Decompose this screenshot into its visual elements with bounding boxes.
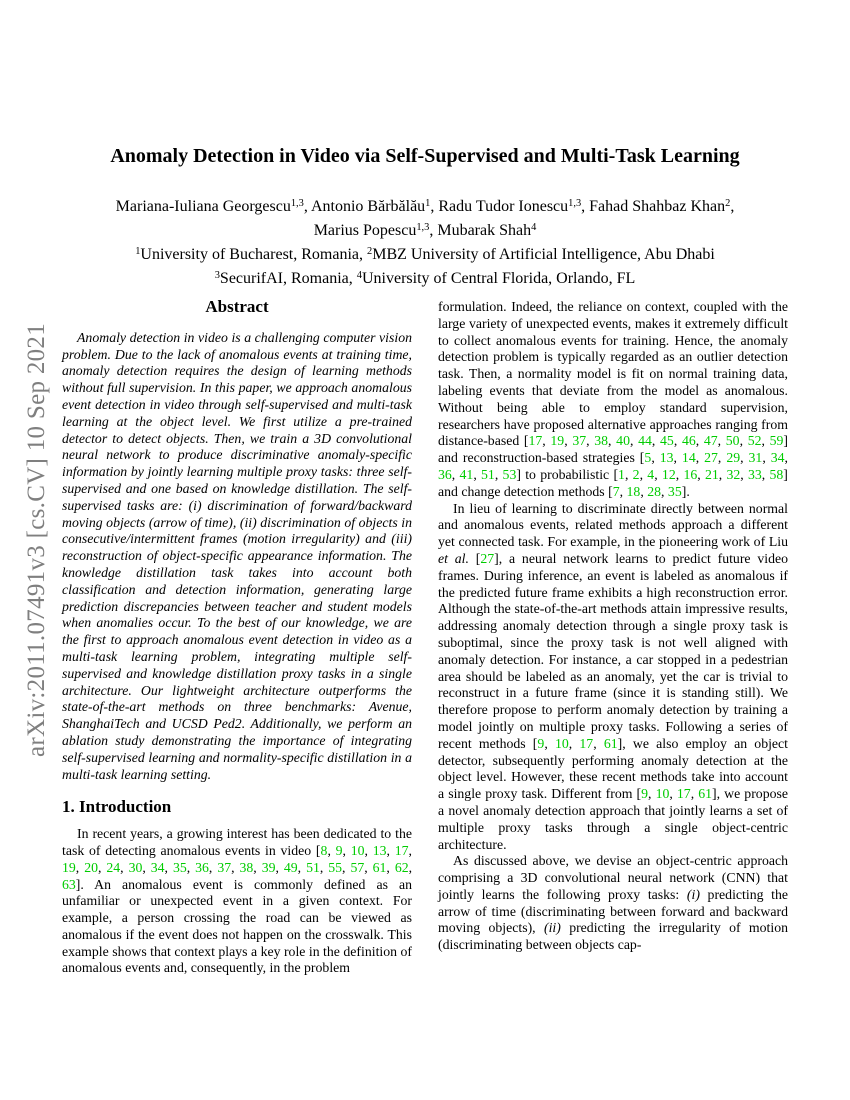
text-segment: , (275, 859, 284, 875)
text-segment: 1,3 (416, 222, 430, 234)
citation-link[interactable]: 47 (703, 433, 718, 449)
citation-link[interactable]: 24 (106, 859, 121, 875)
text-segment: , (319, 859, 329, 875)
citation-link[interactable]: 61 (603, 735, 618, 751)
text-segment: , (593, 735, 604, 751)
citation-link[interactable]: 52 (747, 433, 762, 449)
citation-link[interactable]: 63 (62, 876, 76, 892)
text-segment: , (364, 842, 373, 858)
text-segment: , (564, 433, 573, 449)
text-segment: , (342, 842, 351, 858)
citation-link[interactable]: 27 (704, 450, 718, 466)
text-segment: , (297, 859, 307, 875)
affiliation-line (40, 243, 810, 267)
citation-link[interactable]: 17 (579, 735, 594, 751)
text-segment: , (542, 433, 551, 449)
citation-link[interactable]: 27 (480, 550, 495, 566)
citation-link[interactable]: 40 (616, 433, 630, 449)
text-segment: ], we propose a novel anomaly detection approach that jointly learns a set of multiple proxy tasks through a single object-centric architecture. (438, 786, 788, 852)
citation-link[interactable]: 14 (681, 450, 696, 466)
text-segment: , (408, 842, 412, 858)
text-segment: , Radu Tudor Ionescu (430, 198, 569, 215)
text-segment: , (718, 466, 727, 482)
citation-link[interactable]: 51 (481, 466, 495, 482)
text-segment: , (568, 735, 580, 751)
text-segment: , (164, 859, 173, 875)
text-segment: , (762, 450, 771, 466)
text-segment: , (673, 433, 682, 449)
text-segment: predicting the arrow of time (discriminating between forward and backward moving objects), (438, 886, 788, 936)
text-segment: , (342, 859, 351, 875)
text-segment: ] and reconstruction-based strategies [ (438, 433, 789, 466)
text-segment: 1,3 (568, 198, 582, 210)
text-segment: , (739, 433, 748, 449)
citation-link[interactable]: 61 (698, 786, 713, 802)
text-segment: , (661, 483, 668, 499)
text-segment: , (544, 735, 555, 751)
citation-link[interactable]: 44 (638, 433, 652, 449)
text-segment: , (675, 466, 684, 482)
text-segment: , (619, 483, 627, 499)
citation-link[interactable]: 12 (661, 466, 676, 482)
text-segment: ] and change detection methods [ (438, 466, 788, 499)
text-segment: , (75, 859, 85, 875)
citation-link[interactable]: 20 (84, 859, 98, 875)
citation-link[interactable]: 59 (769, 433, 784, 449)
citation-link[interactable]: 16 (683, 466, 698, 482)
right-column (438, 299, 788, 977)
text-segment: , (761, 433, 770, 449)
text-segment: Marius Popescu (313, 222, 417, 239)
citation-link[interactable]: 38 (594, 433, 609, 449)
citation-link[interactable]: 34 (150, 859, 165, 875)
text-segment: [ (468, 550, 481, 566)
citation-link[interactable]: 32 (726, 466, 741, 482)
author-line (40, 195, 810, 219)
text-segment: MBZ University of Artificial Intelligence, Abu Dhabi (372, 246, 715, 263)
citation-link[interactable]: 18 (626, 483, 641, 499)
text-segment: , (654, 466, 662, 482)
citation-link[interactable]: 36 (195, 859, 209, 875)
citation-link[interactable]: 41 (459, 466, 474, 482)
two-column-body (62, 299, 788, 977)
text-segment: Mariana-Iuliana Georgescu (115, 198, 291, 215)
citation-link[interactable]: 37 (217, 859, 232, 875)
text-segment: As discussed above, we devise an object-centric approach comprising a 3D convolutional neural network (CNN) that jointly learns the following proxy tasks: (438, 853, 788, 902)
paragraph (62, 826, 412, 977)
paragraph (438, 501, 788, 854)
left-column (62, 299, 412, 977)
text-segment: , (451, 466, 460, 482)
citation-link[interactable]: 10 (655, 786, 670, 802)
text-segment: 1 (135, 246, 141, 258)
text-segment: , (717, 433, 726, 449)
text-segment: 1 (425, 198, 431, 210)
text-segment: SecurifAI, Romania, (219, 270, 357, 287)
abstract-heading: Abstract (205, 297, 269, 316)
paragraph (438, 299, 788, 501)
text-segment: ] to probabilistic [ (516, 466, 619, 482)
text-segment: , (364, 859, 373, 875)
citation-link[interactable]: 7 (612, 483, 620, 499)
affiliation-line (40, 267, 810, 291)
text-segment: , (639, 466, 648, 482)
text-segment: , (208, 859, 218, 875)
citation-link[interactable]: 58 (769, 466, 784, 482)
text-segment: , (690, 786, 699, 802)
citation-link[interactable]: 9 (537, 735, 545, 751)
citation-link[interactable]: 62 (394, 859, 409, 875)
citation-link[interactable]: 45 (660, 433, 674, 449)
text-segment: , (186, 859, 196, 875)
text-segment: ], we also employ an object detector, subsequently performing anomaly detection at the object level. However, these recent methods take into account a single proxy task. Different from [ (438, 735, 788, 802)
abstract-body: Anomaly detection in video is a challenging computer vision problem. Due to the lack of anomalous events at training time, anomaly detection requires the design of learning methods without full supervision. In this paper, we approach anomalous event detection in video through self-supervised and multi-task learning at the object level. We first utilize a pre-trained detector to detect objects. Then, we train a 3D convolutional neural network to produce discriminative anomaly-specific information by jointly learning multiple proxy tasks: three self-supervised and one based on knowledge distillation. The self-supervised tasks are: (i) discrimination of forward/backward moving objects (arrow of time), (ii) discrimination of objects in consecutive/intermittent frames (motion irregularity) and (iii) reconstruction of object-specific appearance information. The knowledge distillation task takes into account both classification and detection information, generating large prediction discrepancies between teacher and student models when anomalies occur. To the best of our knowledge, we are the first to approach anomalous event detection in video as a multi-task learning problem, integrating multiple self-supervised and knowledge distillation proxy tasks in a single architecture. Our lightweight architecture outperforms the state-of-the-art methods on three benchmarks: Avenue, ShanghaiTech and UCSD Ped2. Additionally, we perform an ablation study demonstrating the importance of integrating self-supervised learning and normality-specific distillation in a multi-task learning setting. (62, 329, 412, 782)
text-segment: , (586, 433, 595, 449)
citation-link[interactable]: 46 (681, 433, 696, 449)
text-segment: et al. (438, 550, 469, 566)
text-segment: , (608, 433, 617, 449)
text-segment: (i) (686, 886, 700, 902)
paragraph (438, 853, 788, 954)
citation-link[interactable]: 21 (704, 466, 719, 482)
text-segment: University of Bucharest, Romania, (140, 246, 368, 263)
text-segment: , (740, 466, 748, 482)
text-segment: , (624, 466, 633, 482)
text-segment: , (408, 859, 413, 875)
text-segment: , (494, 466, 503, 482)
text-segment: 2 (725, 198, 731, 210)
citation-link[interactable]: 55 (328, 859, 343, 875)
text-segment: , (730, 198, 735, 215)
text-segment: predicting the irregularity of motion (discriminating between objects cap- (438, 920, 789, 953)
text-segment: 3 (214, 270, 220, 282)
text-segment: ], a neural network learns to predict future video frames. During inference, an event is labeled as anomalous if the predicted future frame exhibits a high reconstruction error. Although the state-of-the-art methods attain impressive results, addressing anomaly detection through a single proxy task is suboptimal, since the proxy task is not well aligned with anomaly detection. For instance, a car stopped in a pedestrian area should be labeled as an anomaly, yet the car is trivial to reconstruct in a future frame (since it is standing still). We therefore propose to perform anomaly detection by training a model jointly on multiple proxy tasks. Following a series of recent methods [ (438, 550, 788, 751)
citation-link[interactable]: 61 (372, 859, 387, 875)
text-segment: , (120, 859, 129, 875)
text-segment: , (669, 786, 677, 802)
text-segment: (ii) (543, 920, 561, 936)
citation-link[interactable]: 8 (320, 842, 328, 858)
citation-link[interactable]: 5 (644, 450, 652, 466)
citation-link[interactable]: 9 (641, 786, 649, 802)
citation-link[interactable]: 35 (667, 483, 682, 499)
text-segment: 1,3 (290, 198, 304, 210)
text-segment: , (695, 450, 705, 466)
citation-link[interactable]: 38 (239, 859, 254, 875)
text-segment: , (327, 842, 336, 858)
citation-link[interactable]: 17 (394, 842, 409, 858)
text-segment: , (473, 466, 482, 482)
citation-link[interactable]: 9 (335, 842, 343, 858)
citation-link[interactable]: 49 (283, 859, 298, 875)
text-segment: In lieu of learning to discriminate directly between normal and anomalous events, related methods approach a different yet connected task. For example, in the pioneering work of Liu (438, 500, 788, 550)
citation-link[interactable]: 29 (726, 450, 741, 466)
text-segment: , (648, 786, 656, 802)
citation-link[interactable]: 35 (172, 859, 187, 875)
citation-link[interactable]: 28 (647, 483, 662, 499)
citation-link[interactable]: 17 (528, 433, 543, 449)
citation-link[interactable]: 4 (647, 466, 655, 482)
text-segment: , (673, 450, 682, 466)
text-segment: , (651, 450, 660, 466)
citation-link[interactable]: 57 (350, 859, 365, 875)
citation-link[interactable]: 34 (770, 450, 785, 466)
citation-link[interactable]: 30 (128, 859, 143, 875)
text-segment: 4 (356, 270, 362, 282)
text-segment: 2 (367, 246, 373, 258)
citation-link[interactable]: 2 (632, 466, 640, 482)
text-segment: ]. (681, 483, 690, 499)
citation-link[interactable]: 51 (306, 859, 320, 875)
text-segment: , (697, 466, 705, 482)
author-block (40, 195, 810, 291)
citation-link[interactable]: 17 (676, 786, 691, 802)
text-segment: , (253, 859, 262, 875)
citation-link[interactable]: 50 (725, 433, 740, 449)
citation-link[interactable]: 33 (747, 466, 762, 482)
text-segment: , (740, 450, 749, 466)
text-segment: , (97, 859, 107, 875)
text-segment: , (761, 466, 770, 482)
citation-link[interactable]: 39 (261, 859, 276, 875)
text-segment: University of Central Florida, Orlando, FL (361, 270, 636, 287)
arxiv-watermark: arXiv:2011.07491v3 [cs.CV] 10 Sep 2021 (23, 322, 50, 758)
text-segment: , (784, 450, 788, 466)
text-segment: , (651, 433, 661, 449)
text-segment: , (386, 842, 395, 858)
text-segment: , Fahad Shahbaz Khan (581, 198, 726, 215)
text-segment: , Mubarak Shah (429, 222, 532, 239)
text-segment: , (231, 859, 240, 875)
citation-link[interactable]: 37 (572, 433, 587, 449)
citation-link[interactable]: 1 (618, 466, 625, 482)
citation-link[interactable]: 13 (659, 450, 674, 466)
text-segment: , Antonio Bărbălău (303, 198, 426, 215)
citation-link[interactable]: 19 (550, 433, 565, 449)
citation-link[interactable]: 10 (350, 842, 365, 858)
text-segment: , (386, 859, 395, 875)
text-segment: formulation. Indeed, the reliance on context, coupled with the large variety of unexpected events, makes it extremely difficult to collect anomalous events for training. Hence, the anomaly detection problem is typically regarded as an outlier detection task. Then, a normality model is fit on normal training data, labeling events that deviate from the model as anomalous. Without being able to employ standard supervision, researchers have proposed alternative approaches ranging from distance-based [ (438, 299, 788, 449)
citation-link[interactable]: 13 (372, 842, 387, 858)
text-segment: ]. An anomalous event is commonly defined as an unfamiliar or unexpected event in a given context. For example, a person crossing the road can be viewed as anomalous if the event does not happen on the crosswalk. This example shows that context plays a key role in the definition of anomalous events and, consequently, in the problem (62, 876, 412, 976)
citation-link[interactable]: 10 (554, 735, 569, 751)
text-segment: , (717, 450, 727, 466)
citation-link[interactable]: 19 (62, 859, 76, 875)
text-segment: 4 (531, 222, 537, 234)
paper-title: Anomaly Detection in Video via Self-Supervised and Multi-Task Learning (110, 145, 740, 167)
text-segment: , (142, 859, 151, 875)
text-segment: , (695, 433, 704, 449)
text-segment: In recent years, a growing interest has been dedicated to the task of detecting anomalous events in video [ (62, 826, 412, 858)
text-segment: , (629, 433, 639, 449)
author-line (40, 219, 810, 243)
citation-link[interactable]: 53 (502, 466, 517, 482)
section-heading-introduction: 1. Introduction (62, 797, 172, 817)
citation-link[interactable]: 31 (748, 450, 763, 466)
citation-link[interactable]: 36 (438, 466, 452, 482)
text-segment: , (640, 483, 648, 499)
